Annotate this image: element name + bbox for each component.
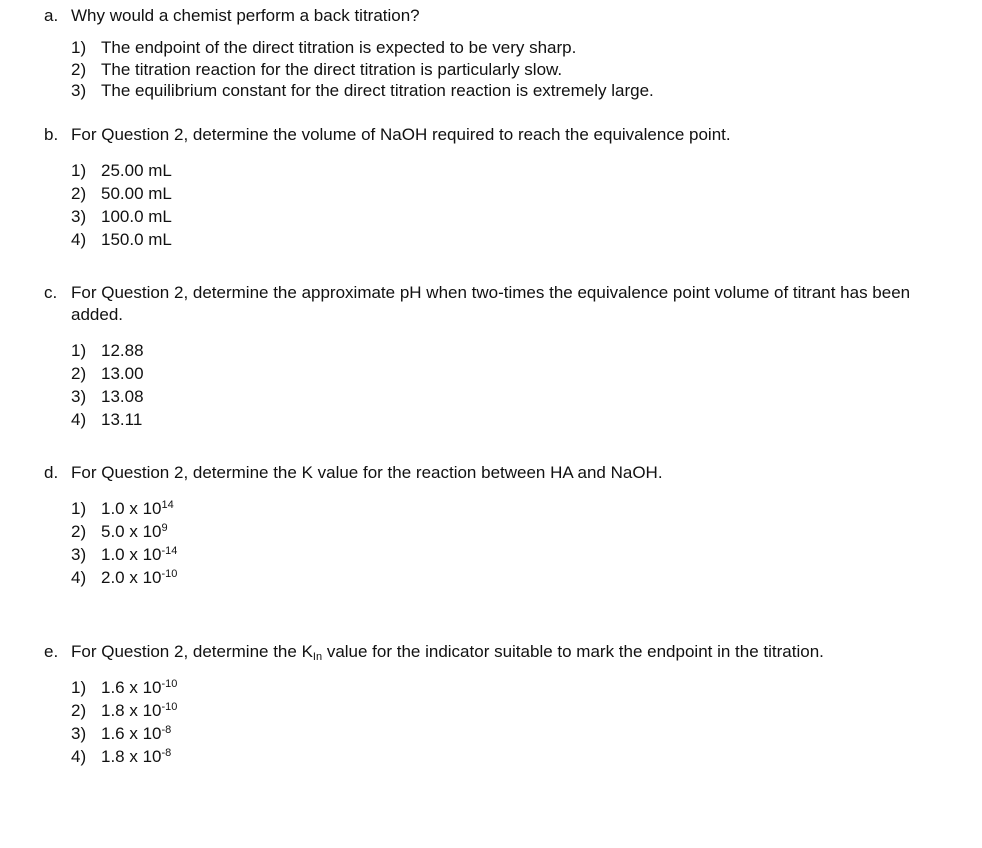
option-item xyxy=(71,566,944,589)
option-text: 13.00 xyxy=(101,364,144,383)
option-item xyxy=(71,205,944,228)
option-number: 2) xyxy=(71,364,87,383)
option-number: 3) xyxy=(71,724,87,743)
option-value xyxy=(101,497,174,520)
option-number: 1) xyxy=(71,161,87,180)
option-value xyxy=(101,745,171,768)
option-value xyxy=(101,722,171,745)
option-exponent: -10 xyxy=(161,701,178,713)
option-number: 2) xyxy=(71,701,87,720)
question-text-start: For Question 2, determine the K xyxy=(71,642,313,661)
option-item xyxy=(71,543,944,566)
option-exponent: -14 xyxy=(161,545,178,557)
option-exponent: -8 xyxy=(161,724,172,736)
option-exponent: -10 xyxy=(161,678,178,690)
question-c xyxy=(44,282,944,431)
option-base: 2.0 x 10 xyxy=(101,568,162,587)
option-item xyxy=(71,745,944,768)
option-number: 3) xyxy=(71,545,87,564)
option-text: The endpoint of the direct titration is expected to be very sharp. xyxy=(101,38,577,57)
question-letter: e. xyxy=(44,642,59,661)
question-text: Why would a chemist perform a back titration? xyxy=(71,6,420,25)
question-text: For Question 2, determine the approximate pH when two-times the equivalence point volume of titrant has been added. xyxy=(71,283,911,324)
question-d-prompt xyxy=(44,462,944,484)
option-base: 1.8 x 10 xyxy=(101,747,162,766)
question-text-end: value for the indicator suitable to mark the endpoint in the titration. xyxy=(322,642,824,661)
option-number: 1) xyxy=(71,499,87,518)
option-item xyxy=(71,520,944,543)
question-c-prompt xyxy=(44,282,944,326)
question-e xyxy=(44,641,944,768)
question-d xyxy=(44,462,944,589)
option-number: 3) xyxy=(71,207,87,226)
option-item xyxy=(71,699,944,722)
question-letter: a. xyxy=(44,6,59,25)
question-text: For Question 2, determine the volume of NaOH required to reach the equivalence point. xyxy=(71,125,731,144)
option-item xyxy=(71,676,944,699)
option-value xyxy=(101,543,177,566)
option-text: 13.11 xyxy=(101,410,143,429)
option-item xyxy=(71,385,944,408)
option-value xyxy=(101,520,168,543)
option-exponent: 14 xyxy=(161,499,174,511)
option-text: 12.88 xyxy=(101,341,144,360)
option-number: 2) xyxy=(71,59,87,79)
option-item xyxy=(71,339,944,362)
option-item xyxy=(71,159,944,182)
option-number: 2) xyxy=(71,522,87,541)
question-text xyxy=(71,641,944,663)
option-item xyxy=(71,182,944,205)
question-letter: d. xyxy=(44,463,59,482)
option-text: 25.00 mL xyxy=(101,161,172,180)
question-a-prompt xyxy=(44,5,944,27)
option-item xyxy=(71,497,944,520)
option-item xyxy=(71,362,944,385)
option-base: 1.6 x 10 xyxy=(101,678,162,697)
option-number: 3) xyxy=(71,387,87,406)
option-number: 1) xyxy=(71,341,87,360)
option-base: 1.0 x 10 xyxy=(101,545,162,564)
question-b-options xyxy=(71,159,944,251)
option-item xyxy=(71,80,944,102)
k-subscript: In xyxy=(312,651,323,663)
question-e-prompt xyxy=(44,641,944,663)
option-text: The equilibrium constant for the direct titration reaction is extremely large. xyxy=(101,81,654,100)
question-text: For Question 2, determine the K value for the reaction between HA and NaOH. xyxy=(71,463,663,482)
option-number: 4) xyxy=(71,747,87,766)
option-base: 1.8 x 10 xyxy=(101,701,162,720)
option-base: 1.0 x 10 xyxy=(101,499,162,518)
option-text: 100.0 mL xyxy=(101,207,172,226)
question-e-options xyxy=(71,676,944,768)
question-letter: c. xyxy=(44,283,58,302)
option-item xyxy=(71,408,944,431)
option-text: The titration reaction for the direct titration is particularly slow. xyxy=(101,59,563,79)
option-exponent: -10 xyxy=(161,568,178,580)
option-exponent: -8 xyxy=(161,747,172,759)
option-value xyxy=(101,699,177,722)
option-exponent: 9 xyxy=(161,522,168,534)
option-text: 150.0 mL xyxy=(101,230,172,249)
option-number: 4) xyxy=(71,568,87,587)
option-item xyxy=(71,722,944,745)
option-base: 5.0 x 10 xyxy=(101,522,162,541)
option-base: 1.6 x 10 xyxy=(101,724,162,743)
question-b xyxy=(44,124,944,251)
question-b-prompt xyxy=(44,124,944,146)
option-item xyxy=(71,37,944,59)
question-a xyxy=(44,5,944,102)
question-d-options xyxy=(71,497,944,589)
option-number: 3) xyxy=(71,81,87,100)
option-value xyxy=(101,566,177,589)
option-value xyxy=(101,676,177,699)
option-number: 4) xyxy=(71,410,87,429)
question-c-options xyxy=(71,339,944,431)
option-number: 1) xyxy=(71,678,87,697)
option-item xyxy=(71,228,944,251)
option-item xyxy=(71,59,944,81)
option-text: 13.08 xyxy=(101,387,144,406)
question-a-options xyxy=(71,37,944,102)
option-number: 2) xyxy=(71,184,87,203)
option-number: 4) xyxy=(71,230,87,249)
question-letter: b. xyxy=(44,125,59,144)
option-text: 50.00 mL xyxy=(101,184,172,203)
option-number: 1) xyxy=(71,38,87,57)
